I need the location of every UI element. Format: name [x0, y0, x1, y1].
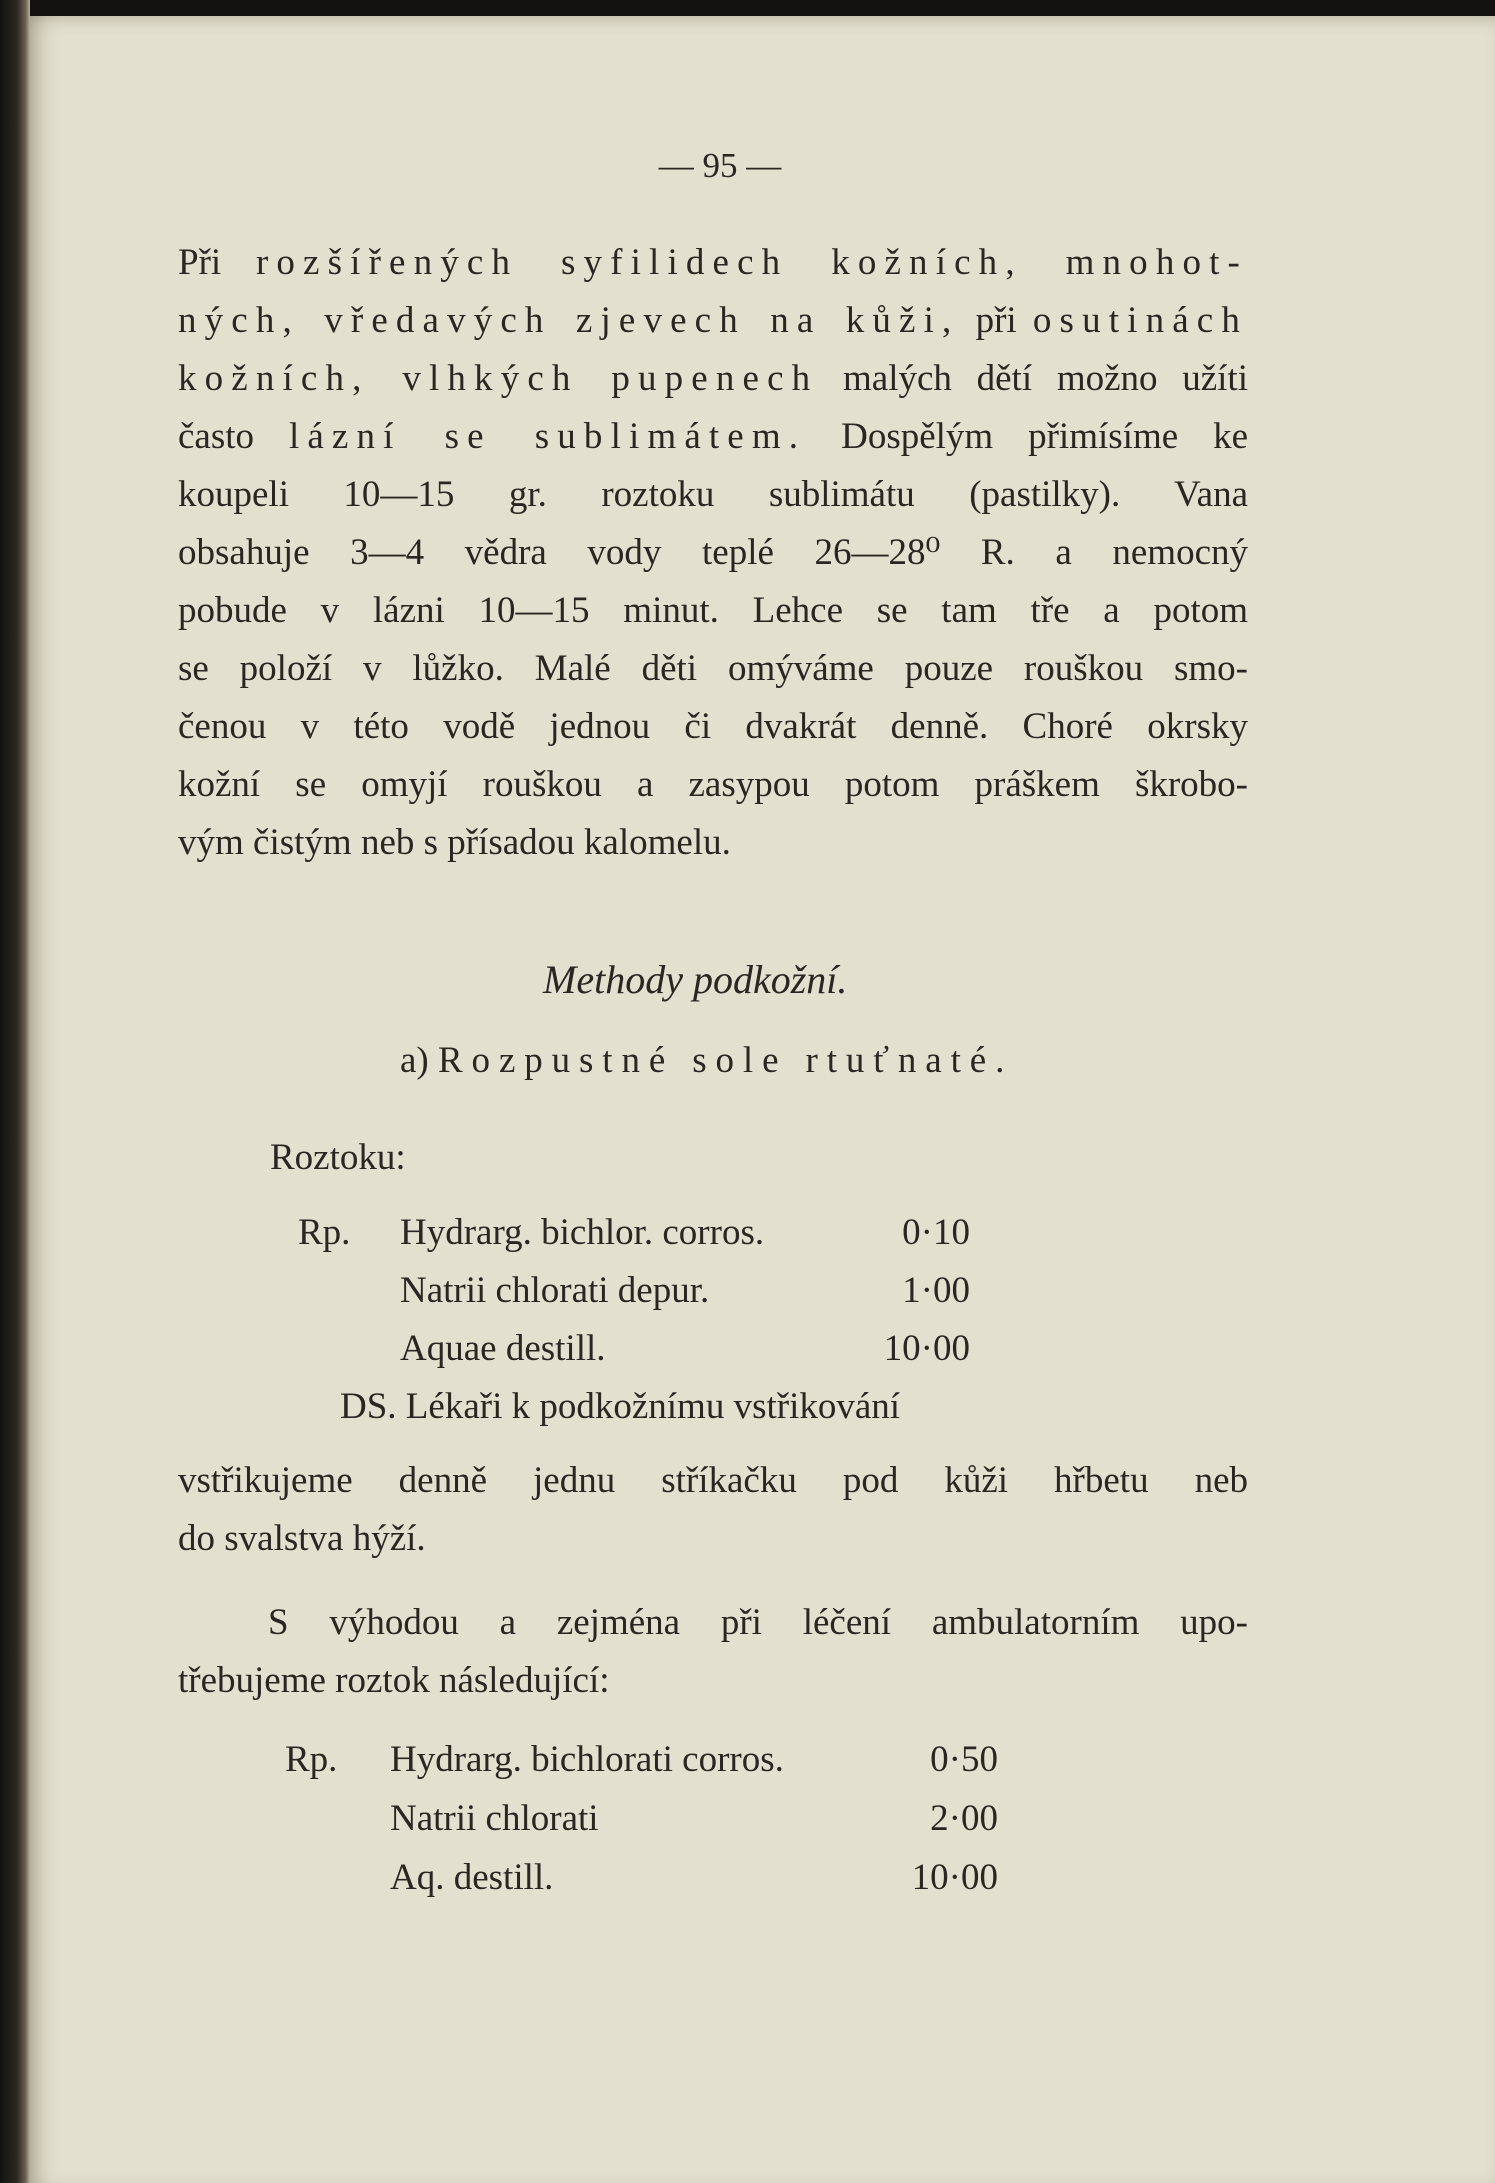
spaced-emphasis-text: rozšířených syfilidech kožních, mnohot-	[255, 242, 1248, 283]
text-run: vým čistým neb s přísadou kalomelu.	[178, 822, 731, 863]
text-line	[178, 582, 1248, 640]
recipe-ingredient: Natrii chlorati	[390, 1798, 599, 1839]
text-run: pobude v lázni 10—15 minut. Lehce se tam tře a potom	[178, 590, 1248, 631]
text-line	[178, 814, 1248, 872]
section-title: Methody podkožní.	[543, 957, 848, 1002]
recipe-ingredient: Hydrarg. bichlor. corros.	[400, 1212, 765, 1253]
spaced-emphasis-text: ných, vředavých zjevech na kůži,	[178, 300, 960, 341]
text-run: se položí v lůžko. Malé děti omýváme pouze rouškou smo-	[178, 648, 1248, 689]
subsection-prefix: a)	[400, 1040, 438, 1081]
recipe-ingredient: Aq. destill.	[390, 1857, 554, 1898]
recipe-amount: 0·10	[902, 1212, 970, 1253]
recipe-amount: 2·00	[930, 1798, 998, 1839]
scan-top-edge	[0, 0, 1495, 16]
text-line	[178, 408, 1248, 466]
recipe-ingredient: Hydrarg. bichlorati corros.	[390, 1739, 784, 1780]
paragraph-ambulatory	[178, 1594, 1248, 1710]
subsection-name: Rozpustné sole rtuťnaté.	[438, 1040, 1014, 1081]
text-run: při	[959, 300, 1033, 341]
text-line	[178, 698, 1248, 756]
subsection-title	[400, 1039, 1013, 1082]
text-run: kožní se omyjí rouškou a zasypou potom práškem škrobo-	[178, 764, 1248, 805]
book-binding-edge	[0, 0, 30, 2183]
roztoku-label: Roztoku:	[270, 1137, 406, 1178]
text-run: malých dětí možno užíti	[818, 358, 1248, 399]
text-line	[178, 524, 1248, 582]
recipe-amount: 10·00	[883, 1328, 970, 1369]
text-line	[178, 466, 1248, 524]
text-line	[178, 234, 1248, 292]
spaced-emphasis-text: osutinách	[1032, 300, 1248, 341]
recipe-amount: 10·00	[911, 1857, 998, 1898]
text-line: do svalstva hýží.	[178, 1518, 426, 1559]
text-line	[178, 640, 1248, 698]
text-run: často	[178, 416, 289, 457]
book-page	[30, 16, 1495, 2183]
text-run: obsahuje 3—4 vědra vody teplé 26—28⁰ R. a nemocný	[178, 532, 1248, 573]
text-line: třebujeme roztok následující:	[178, 1660, 610, 1701]
recipe-ingredient: Natrii chlorati depur.	[400, 1270, 710, 1311]
text-line: S výhodou a zejména při léčení ambulatorním upo-	[268, 1602, 1248, 1643]
text-line: vstřikujeme denně jednu stříkačku pod kůži hřbetu neb	[178, 1460, 1248, 1501]
recipe-signature: DS. Lékaři k podkožnímu vstřikování	[340, 1386, 901, 1427]
recipe-amount: 1·00	[902, 1270, 970, 1311]
text-run: čenou v této vodě jednou či dvakrát denně. Choré okrsky	[178, 706, 1248, 747]
paragraph-sublimate-bath	[178, 234, 1248, 872]
text-line	[178, 292, 1248, 350]
recipe-rp: Rp.	[298, 1212, 351, 1253]
text-line	[178, 350, 1248, 408]
recipe-ingredient: Aquae destill.	[400, 1328, 606, 1369]
spaced-emphasis-text: kožních, vlhkých pupenech	[178, 358, 819, 399]
text-run: Při	[178, 242, 256, 283]
text-run: Dospělým přimísíme ke	[806, 416, 1248, 457]
text-line	[178, 756, 1248, 814]
recipe-rp: Rp.	[285, 1739, 338, 1780]
paragraph-injection	[178, 1452, 1248, 1568]
page-number: — 95 —	[658, 146, 782, 185]
recipe-amount: 0·50	[930, 1739, 998, 1780]
text-run: koupeli 10—15 gr. roztoku sublimátu (pastilky). Vana	[178, 474, 1248, 515]
spaced-emphasis-text: lázní se sublimátem.	[288, 416, 807, 457]
